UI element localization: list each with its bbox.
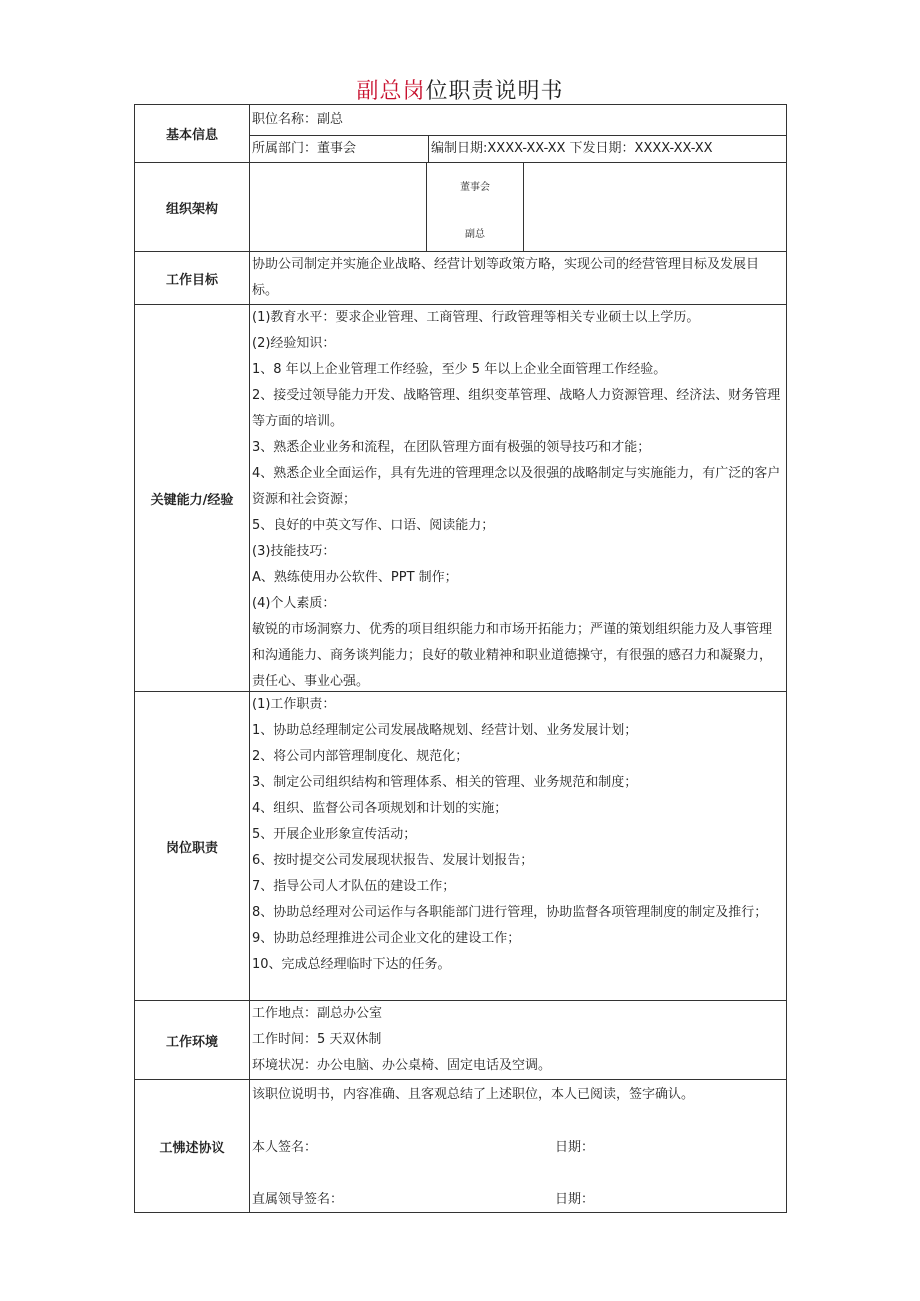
duty-line: 3、制定公司组织结构和管理体系、相关的管理、业务规范和制度； [252, 775, 638, 790]
org-chart [250, 163, 786, 251]
ability-line: 4、熟悉企业全面运作，具有先进的管理理念以及很强的战略制定与实施能力，有广泛的客户资源和社会资源； [252, 466, 781, 507]
self-sign-date-label: 日期： [555, 1140, 595, 1155]
ability-line: 敏锐的市场洞察力、优秀的项目组织能力和市场开拓能力；严谨的策划组织能力及人事管理和沟通能力、商务谈判能力；良好的敬业精神和职业道德操守，有很强的感召力和凝聚力，责任心、事业心强。 [252, 622, 773, 689]
basic-info-label: 基本信息 [135, 105, 250, 163]
ability-line: (4)个人素质： [252, 596, 336, 611]
duty-line: (1)工作职责： [252, 697, 336, 712]
page-title [0, 74, 920, 105]
self-sign-line [250, 1135, 786, 1161]
abilities-row [135, 305, 787, 692]
title-accent: 副总岗 [356, 79, 426, 104]
agreement-statement: 该职位说明书，内容准确、且客观总结了上述职位，本人已阅读，签字确认。 [252, 1087, 695, 1102]
department: 所属部门：董事会 [250, 136, 429, 162]
goal-label: 工作目标 [135, 252, 250, 305]
environment-list [250, 1001, 786, 1079]
ability-line: (3)技能技巧： [252, 544, 336, 559]
duties-label: 岗位职责 [135, 692, 250, 1001]
duty-line: 7、指导公司人才队伍的建设工作； [252, 879, 456, 894]
duty-line: 9、协助总经理推进公司企业文化的建设工作； [252, 931, 521, 946]
duty-line: 1、协助总经理制定公司发展战略规划、经营计划、业务发展计划； [252, 723, 638, 738]
job-description-table [134, 104, 787, 1213]
ability-line: (1)教育水平：要求企业管理、工商管理、行政管理等相关专业硕士以上学历。 [252, 310, 700, 325]
duties-list [250, 692, 786, 1000]
abilities-list [250, 305, 786, 691]
duty-line: 2、将公司内部管理制度化、规范化； [252, 749, 469, 764]
agreement-label: 工怫述协议 [135, 1080, 250, 1213]
environment-line: 工作地点：副总办公室 [252, 1006, 383, 1021]
org-node-deputy: 副总 [465, 229, 485, 240]
dates: 编制日期:XXXX-XX-XX 下发日期：XXXX-XX-XX [431, 141, 713, 156]
goal-row [135, 252, 787, 305]
title-rest: 位职责说明书 [425, 79, 564, 104]
position-name: 职位名称：副总 [252, 112, 344, 127]
ability-line: 5、良好的中英文写作、口语、阅读能力； [252, 518, 495, 533]
environment-row [135, 1001, 787, 1080]
leader-sign-line [250, 1187, 786, 1213]
duty-line: 8、协助总经理对公司运作与各职能部门进行管理，协助监督各项管理制度的制定及推行； [252, 905, 768, 920]
org-node-board: 董事会 [460, 182, 490, 193]
environment-line: 环境状况：办公电脑、办公桌椅、固定电话及空调。 [252, 1058, 552, 1073]
duty-line: 10、完成总经理临时下达的任务。 [252, 957, 451, 972]
duty-line: 4、组织、监督公司各项规划和计划的实施； [252, 801, 508, 816]
agreement-block [250, 1080, 786, 1212]
goal-text: 协助公司制定并实施企业战略、经营计划等政策方略，实现公司的经营管理目标及发展目标。 [252, 257, 760, 298]
leader-sign-date-label: 日期： [555, 1192, 595, 1207]
org-label: 组织架构 [135, 163, 250, 252]
ability-line: (2)经验知识： [252, 336, 336, 351]
org-row [135, 163, 787, 252]
ability-line: 3、熟悉企业业务和流程，在团队管理方面有极强的领导技巧和才能； [252, 440, 651, 455]
ability-line: 2、接受过领导能力开发、战略管理、组织变革管理、战略人力资源管理、经济法、财务管理等方面的培训。 [252, 388, 781, 429]
self-sign-label: 本人签名： [252, 1140, 318, 1155]
ability-line: A、熟练使用办公软件、PPT 制作； [252, 570, 458, 585]
duties-row [135, 692, 787, 1001]
leader-sign-label: 直属领导签名： [252, 1192, 344, 1207]
abilities-label: 关键能力/经验 [135, 305, 250, 692]
environment-label: 工作环境 [135, 1001, 250, 1080]
agreement-row [135, 1080, 787, 1213]
ability-line: 1、8 年以上企业管理工作经验，至少 5 年以上企业全面管理工作经验。 [252, 362, 667, 377]
basic-info-row [135, 105, 787, 136]
environment-line: 工作时间：5 天双休制 [252, 1032, 382, 1047]
duty-line: 6、按时提交公司发展现状报告、发展计划报告； [252, 853, 534, 868]
duty-line: 5、开展企业形象宣传活动； [252, 827, 417, 842]
